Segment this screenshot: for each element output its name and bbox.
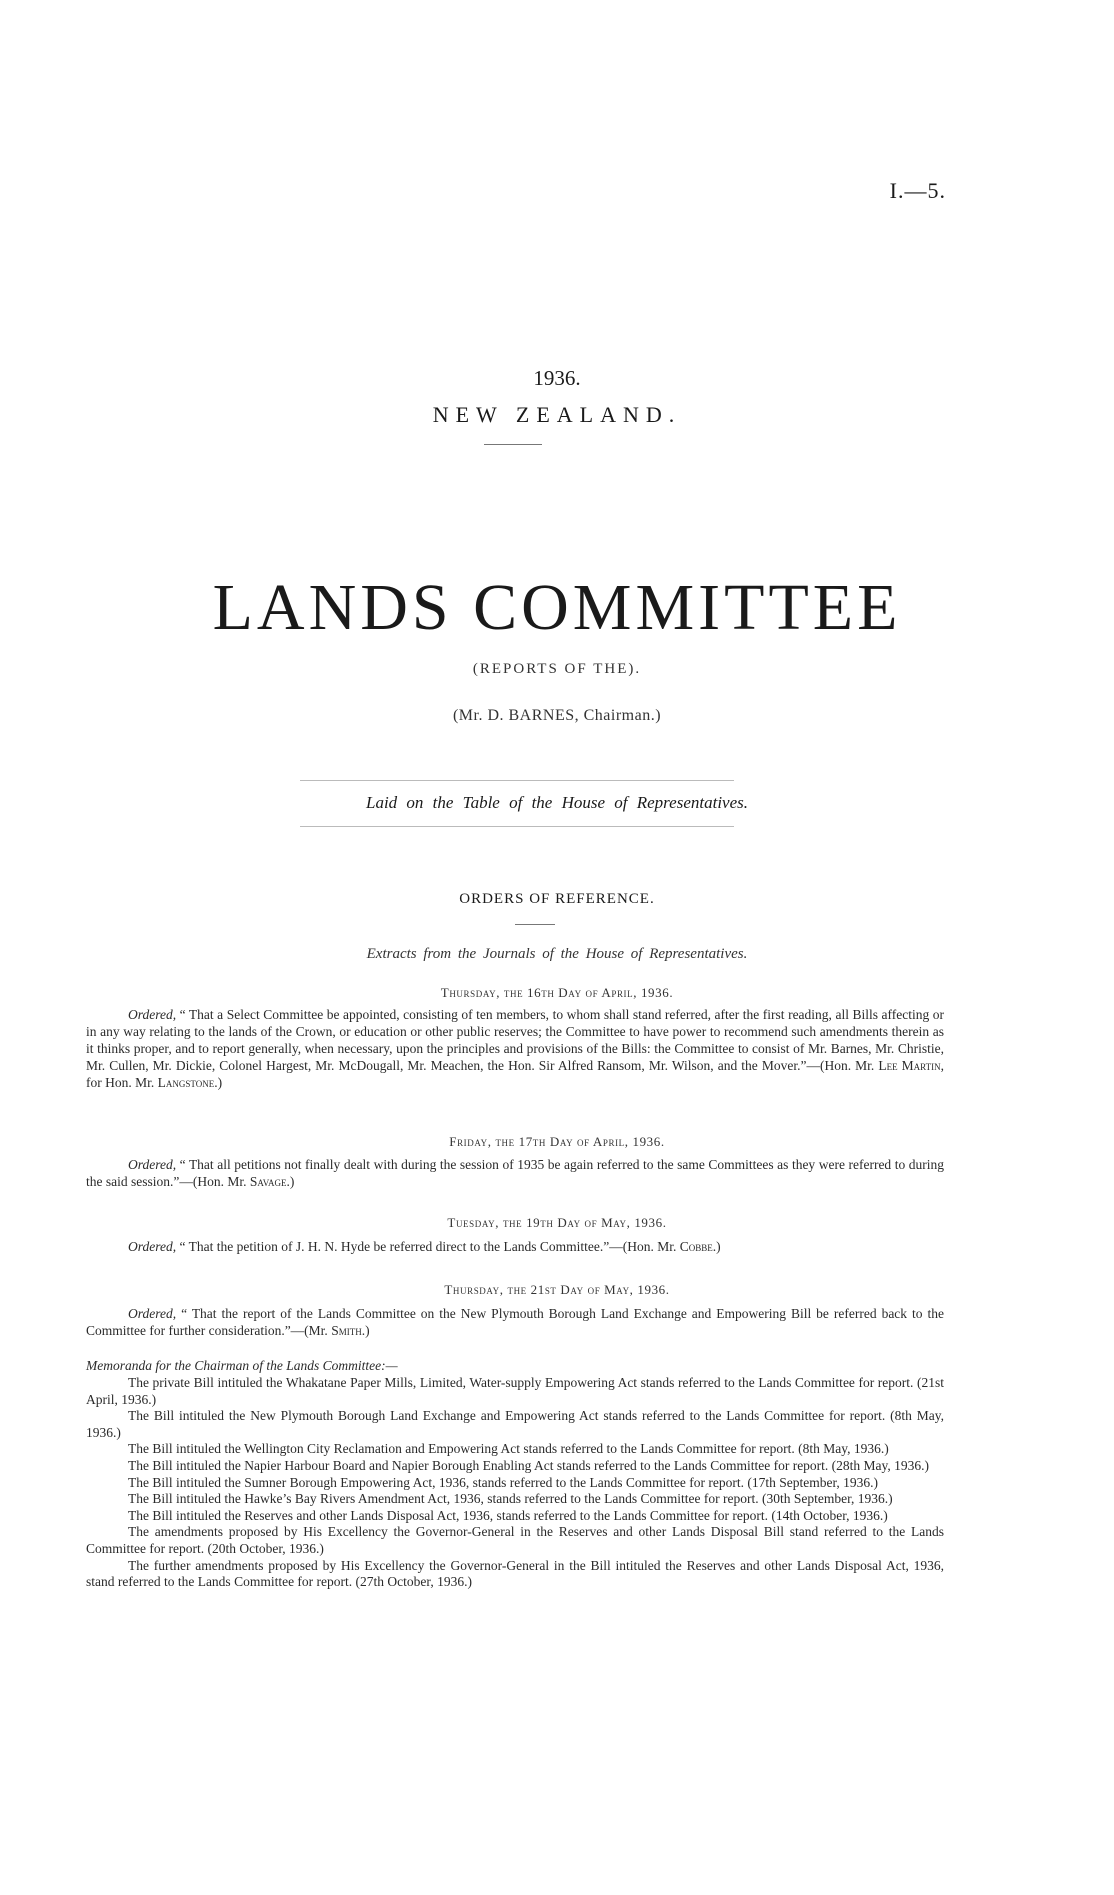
memoranda-list [86, 1375, 944, 1591]
memorandum-item: The Bill intituled the New Plymouth Borough Land Exchange and Empowering Act stands referred to the Lands Committee for report. (8th May, 1936.) [86, 1408, 944, 1440]
laid-on-table-line: Laid on the Table of the House of Representatives. [365, 793, 748, 812]
order-text: .) [361, 1323, 370, 1338]
mover-name: Smith [331, 1323, 362, 1338]
order-paragraph [86, 1238, 944, 1255]
order-paragraph [86, 1305, 944, 1339]
order-text: .) [286, 1174, 295, 1189]
memoranda-heading: Memoranda for the Chairman of the Lands Committee:— [86, 1358, 398, 1373]
entry-date: Friday, the 17th Day of April, 1936. [449, 1134, 665, 1149]
ordered-label: Ordered, [128, 1157, 177, 1172]
memorandum-item: The Bill intituled the Reserves and other Lands Disposal Act, 1936, stands referred to the Lands Committee for report. (14th October, 1936.) [128, 1507, 888, 1523]
mover-name: Savage [249, 1174, 287, 1189]
country-heading: NEW ZEALAND. [432, 402, 682, 427]
entry-date: Tuesday, the 19th Day of May, 1936. [447, 1215, 667, 1230]
memorandum-item: The Bill intituled the Sumner Borough Empowering Act, 1936, stands referred to the Lands Committee for report. (17th September, 1936.) [128, 1474, 879, 1490]
chairman-line: (Mr. D. BARNES, Chairman.) [452, 707, 662, 724]
order-text: , for Hon. Mr. [86, 1058, 945, 1090]
ordered-label: Ordered, [128, 1007, 177, 1022]
order-text: .) [214, 1075, 223, 1090]
page-subtitle: (REPORTS OF THE). [472, 661, 642, 677]
memorandum-item: The Bill intituled the Wellington City Reclamation and Empowering Act stands referred to the Lands Committee for report. (8th May, 1936.) [128, 1441, 889, 1457]
divider [300, 780, 734, 781]
memorandum-item: The Bill intituled the Napier Harbour Board and Napier Borough Enabling Act stands referred to the Lands Committee for report. (28th May, 1936.) [128, 1457, 930, 1473]
ordered-label: Ordered, [128, 1239, 177, 1254]
page-reference: I.—5. [889, 178, 946, 203]
entry-date: Thursday, the 16th Day of April, 1936. [440, 985, 674, 1000]
order-text: “ That the petition of J. H. N. Hyde be referred direct to the Lands Committee.”—(Hon. Mr. [176, 1239, 680, 1254]
ordered-label: Ordered, [128, 1306, 177, 1321]
memorandum-item: The private Bill intituled the Whakatane Paper Mills, Limited, Water-supply Empowering Act stands referred to the Lands Committee for report. (21st April, 1936.) [86, 1375, 944, 1407]
page-title: LANDS COMMITTEE [212, 571, 902, 644]
order-paragraph [86, 1006, 944, 1091]
order-text: “ That the report of the Lands Committee on the New Plymouth Borough Land Exchange and Empowering Bill be referred back to the Committee for further consideration.”—(Mr. [86, 1306, 944, 1338]
memorandum-item: The further amendments proposed by His Excellency the Governor-General in the Bill intituled the Reserves and other Lands Disposal Act, 1936, stand referred to the Lands Committee for report. (27th October, 1936.) [86, 1557, 944, 1590]
mover-name: Cobbe [679, 1239, 713, 1254]
order-text: .) [712, 1239, 721, 1254]
extracts-heading: Extracts from the Journals of the House of Representatives. [366, 946, 748, 962]
order-paragraph [86, 1156, 944, 1190]
divider [484, 444, 542, 445]
divider [300, 826, 734, 827]
orders-of-reference-heading: ORDERS OF REFERENCE. [459, 891, 655, 907]
entry-date: Thursday, the 21st Day of May, 1936. [444, 1282, 670, 1297]
memorandum-item: The amendments proposed by His Excellency the Governor-General in the Reserves and other Lands Disposal Bill stand referred to the Lands Committee for report. (20th October, 1936.) [86, 1524, 944, 1556]
order-text: “ That a Select Committee be appointed, consisting of ten members, to whom shall stand referred, after the first reading, all Bills affecting or in any way relating to the lands of the Crown, or education or other public reserves; the Committee to have power to recommend such amendments therein as it thinks proper, and to report generally, when necessary, upon the principles and provisions of the Bills: the Committee to consist of Mr. Barnes, Mr. Christie, Mr. Cullen, Mr. Dickie, Colonel Hargest, Mr. McDougall, Mr. Meachen, the Hon. Sir Alfred Ransom, Mr. Wilson, and the Mover.”—(Hon. Mr. [86, 1007, 944, 1073]
memorandum-item: The Bill intituled the Hawke’s Bay Rivers Amendment Act, 1936, stands referred to the Lands Committee for report. (30th September, 1936.) [128, 1491, 893, 1507]
order-text: “ That all petitions not finally dealt with during the session of 1935 be again referred to the same Committees as they were referred to during the said session.”—(Hon. Mr. [86, 1157, 944, 1189]
document-year: 1936. [533, 366, 581, 390]
divider [515, 924, 555, 925]
mover-name: Lee Martin [878, 1058, 941, 1073]
mover-name: Langstone [157, 1075, 215, 1090]
